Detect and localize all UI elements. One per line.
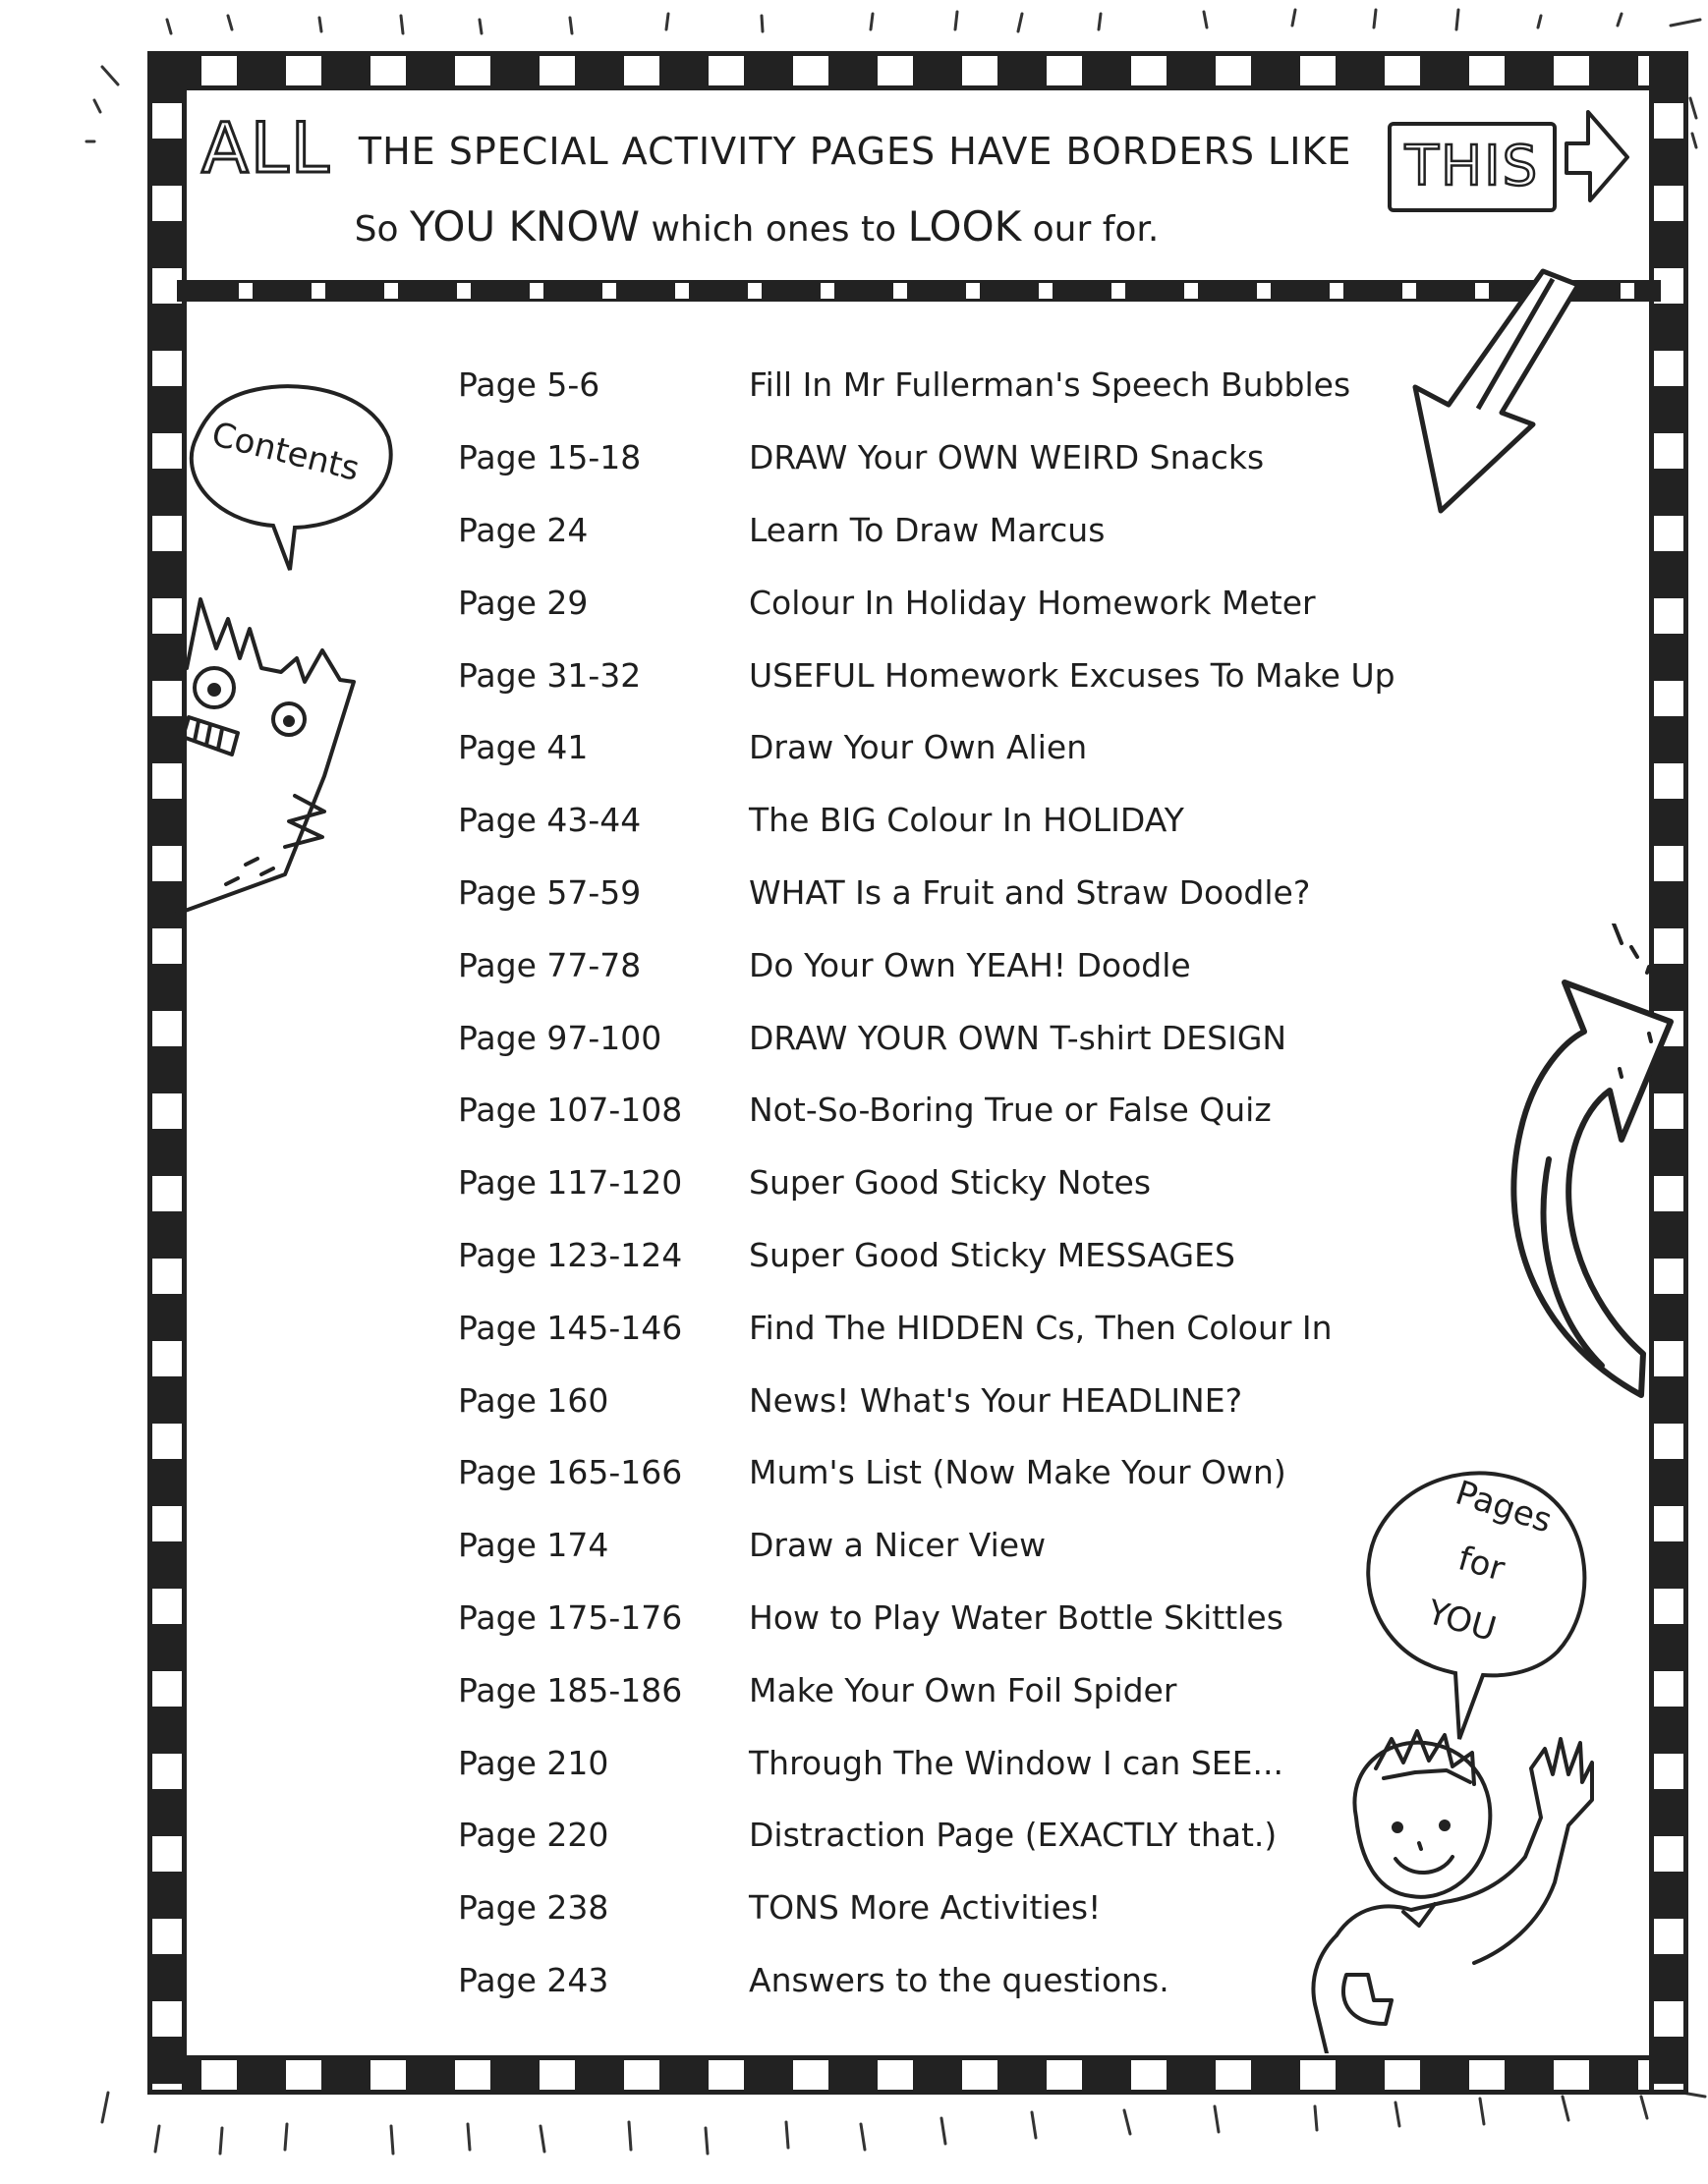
contents-page-number: Page 210: [458, 1743, 609, 1782]
contents-activity-title: Draw a Nicer View: [749, 1526, 1047, 1565]
contents-activity-title: Super Good Sticky Notes: [749, 1163, 1152, 1203]
contents-row: [458, 1074, 1441, 1147]
contents-row: [458, 1364, 1441, 1436]
this-box: [1388, 122, 1557, 212]
contents-page-number: Page 243: [458, 1960, 609, 1999]
header-line-2: So YOU KNOW which ones to LOOK our for.: [354, 202, 1160, 251]
contents-activity-title: Draw Your Own Alien: [749, 728, 1088, 767]
pages-bubble-word-1: Pages: [1451, 1473, 1557, 1541]
header-line-1: [201, 108, 1381, 196]
contents-activity-title: USEFUL Homework Excuses To Make Up: [749, 655, 1395, 695]
contents-activity-title: DRAW YOUR OWN T-shirt DESIGN: [749, 1018, 1287, 1057]
contents-page-number: Page 123-124: [458, 1235, 683, 1274]
contents-activity-title: WHAT Is a Fruit and Straw Doodle?: [749, 872, 1311, 912]
contents-activity-title: Colour In Holiday Homework Meter: [749, 583, 1316, 622]
contents-page-number: Page 238: [458, 1888, 609, 1928]
contents-row: [458, 1726, 1441, 1799]
contents-page-number: Page 165-166: [458, 1453, 683, 1492]
contents-row: [458, 711, 1441, 784]
contents-activity-title: DRAW Your OWN WEIRD Snacks: [749, 438, 1265, 477]
border-bottom: [147, 2055, 1688, 2095]
contents-page-number: Page 145-146: [458, 1308, 683, 1347]
contents-row: [458, 1291, 1441, 1364]
contents-page-number: Page 220: [458, 1816, 609, 1855]
contents-activity-title: Not-So-Boring True or False Quiz: [749, 1091, 1272, 1130]
contents-activity-title: TONS More Activities!: [749, 1888, 1102, 1928]
curved-arrow-icon: [1474, 924, 1680, 1415]
contents-row: [458, 1436, 1441, 1509]
monster-doodle-icon: [167, 589, 383, 914]
contents-activity-title: Mum's List (Now Make Your Own): [749, 1453, 1286, 1492]
contents-page-number: Page 77-78: [458, 945, 642, 984]
contents-page-number: Page 107-108: [458, 1091, 683, 1130]
contents-activity-title: Super Good Sticky MESSAGES: [749, 1235, 1235, 1274]
contents-page-number: Page 31-32: [458, 655, 642, 695]
contents-activity-title: Find The HIDDEN Cs, Then Colour In: [749, 1308, 1333, 1347]
contents-activity-title: Fill In Mr Fullerman's Speech Bubbles: [749, 365, 1351, 405]
contents-row: [458, 494, 1441, 567]
contents-row: [458, 1001, 1441, 1074]
header-line-1-text: THE SPECIAL ACTIVITY PAGES HAVE BORDERS LIKE: [358, 130, 1352, 173]
contents-row: [458, 1944, 1441, 2017]
contents-activity-title: News! What's Your HEADLINE?: [749, 1380, 1243, 1420]
contents-row: [458, 1219, 1441, 1292]
bottom-tick-marks: [0, 2083, 1708, 2181]
contents-list: [458, 349, 1441, 2016]
contents-page-number: Page 43-44: [458, 801, 642, 840]
contents-page-number: Page 174: [458, 1526, 609, 1565]
contents-row: [458, 1509, 1441, 1582]
contents-page-number: Page 41: [458, 728, 589, 767]
contents-page-number: Page 175-176: [458, 1597, 683, 1637]
contents-row: [458, 784, 1441, 857]
contents-activity-title: Through The Window I can SEE...: [749, 1743, 1283, 1782]
all-word: ALL: [201, 108, 331, 189]
pages-bubble-word-3: YOU: [1422, 1593, 1501, 1650]
contents-activity-title: Do Your Own YEAH! Doodle: [749, 945, 1191, 984]
contents-page-number: Page 29: [458, 583, 589, 622]
contents-row: [458, 349, 1441, 421]
contents-row: [458, 1653, 1441, 1726]
contents-activity-title: Answers to the questions.: [749, 1960, 1169, 1999]
contents-activity-title: The BIG Colour In HOLIDAY: [749, 801, 1184, 840]
contents-row: [458, 421, 1441, 494]
contents-row: [458, 857, 1441, 929]
contents-row: [458, 928, 1441, 1001]
contents-page-number: Page 5-6: [458, 365, 600, 405]
contents-row: [458, 1872, 1441, 1944]
contents-activity-title: Make Your Own Foil Spider: [749, 1670, 1177, 1709]
contents-page-number: Page 97-100: [458, 1018, 662, 1057]
border-top: [147, 51, 1688, 90]
contents-page-number: Page 15-18: [458, 438, 642, 477]
this-word: THIS: [1404, 135, 1540, 198]
contents-row: [458, 1799, 1441, 1872]
contents-speech-bubble: [187, 378, 403, 585]
contents-page-number: Page 24: [458, 510, 589, 549]
contents-row: [458, 566, 1441, 639]
contents-activity-title: Learn To Draw Marcus: [749, 510, 1106, 549]
contents-bubble-label: Contents: [207, 415, 364, 489]
contents-page-number: Page 160: [458, 1380, 609, 1420]
pages-bubble-word-2: for: [1453, 1539, 1509, 1590]
contents-page-number: Page 117-120: [458, 1163, 683, 1203]
contents-page-number: Page 185-186: [458, 1670, 683, 1709]
contents-activity-title: Distraction Page (EXACTLY that.): [749, 1816, 1278, 1855]
contents-activity-title: How to Play Water Bottle Skittles: [749, 1597, 1283, 1637]
border-left: [147, 51, 187, 2095]
contents-row: [458, 639, 1441, 711]
right-arrow-icon: [1563, 104, 1633, 206]
contents-page-number: Page 57-59: [458, 872, 642, 912]
contents-row: [458, 1582, 1441, 1654]
contents-row: [458, 1147, 1441, 1219]
